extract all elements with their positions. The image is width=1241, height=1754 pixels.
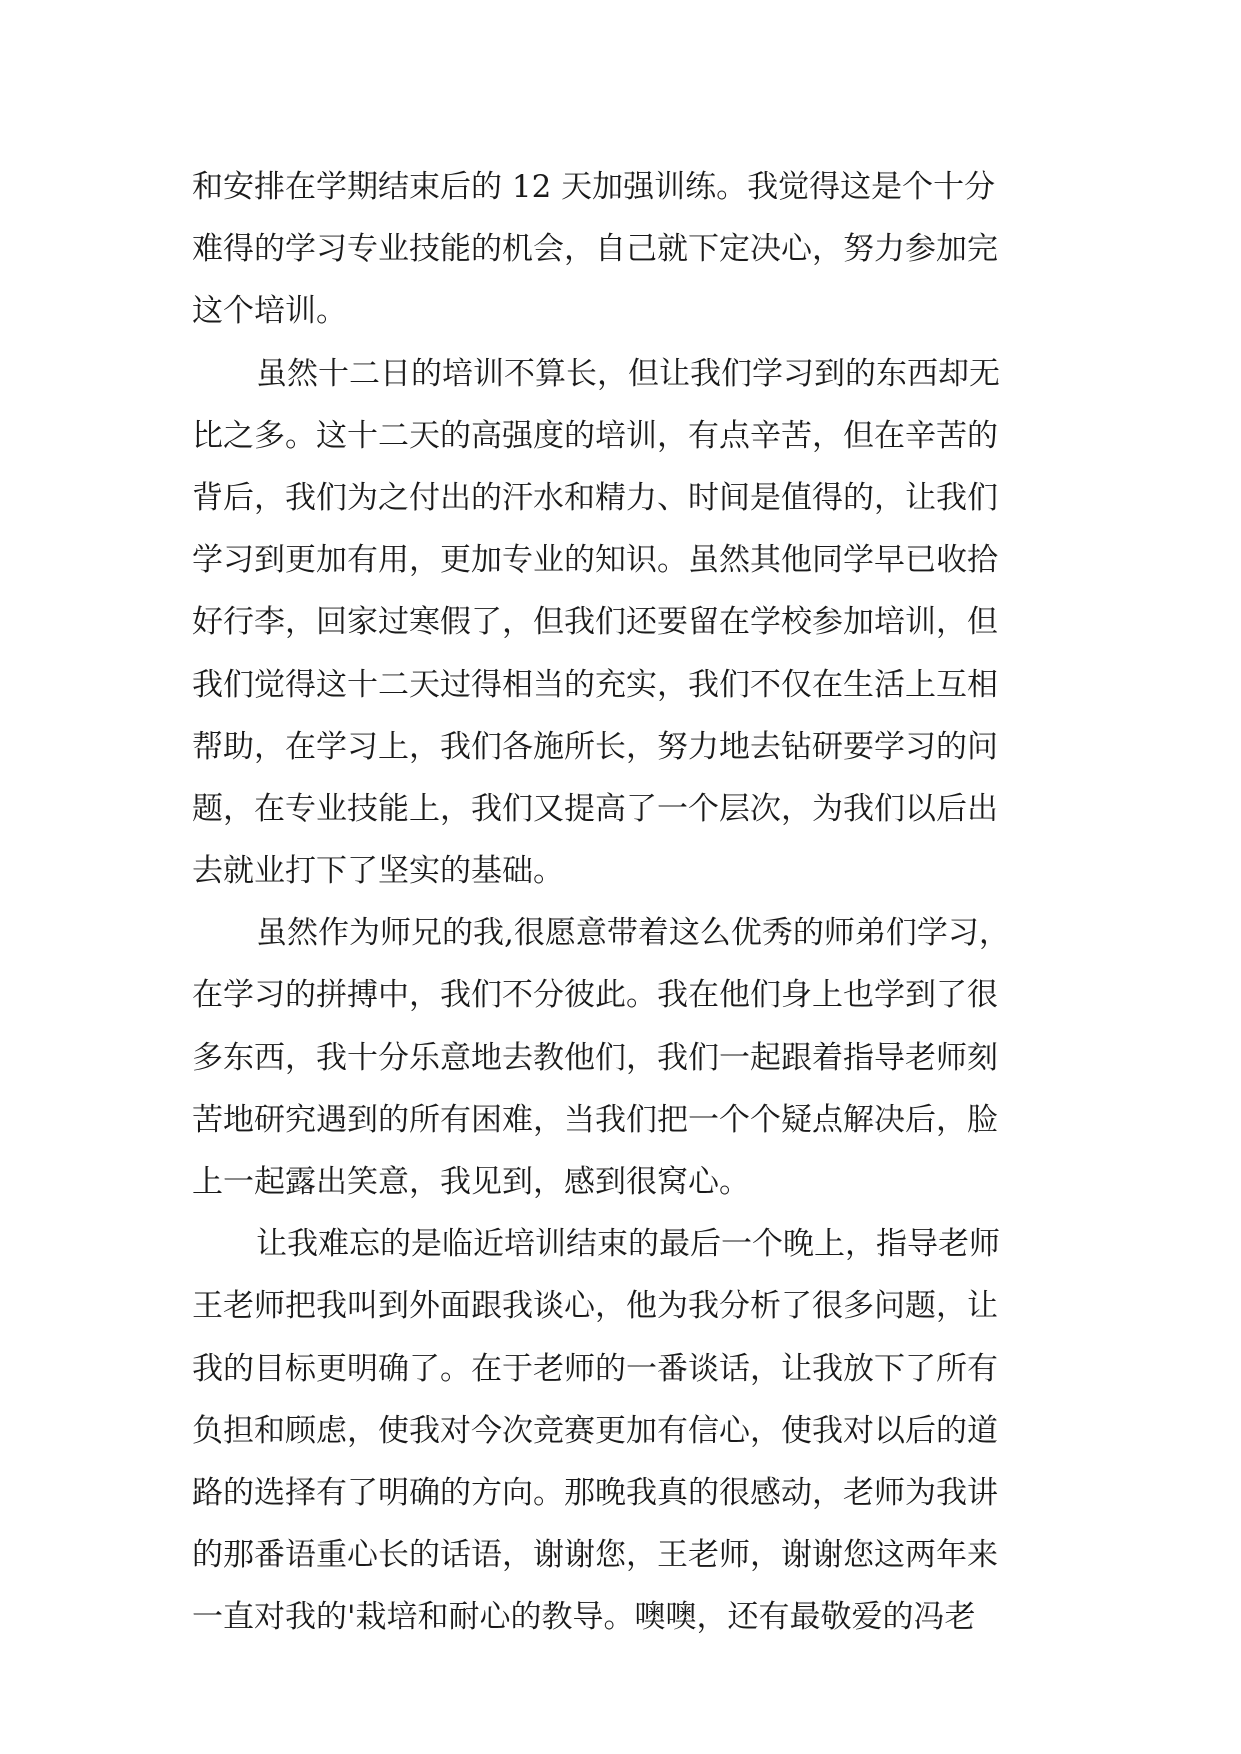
text-line: 帮助，在学习上，我们各施所长，努力地去钻研要学习的问	[192, 728, 998, 765]
text-line: 在学习的拼搏中，我们不分彼此。我在他们身上也学到了很	[192, 977, 998, 1014]
paragraph-first-line: 让我难忘的是临近培训结束的最后一个晚上，指导老师	[256, 1226, 1000, 1263]
text-line: 我的目标更明确了。在于老师的一番谈话，让我放下了所有	[192, 1350, 998, 1387]
text-line: 路的选择有了明确的方向。那晚我真的很感动，老师为我讲	[192, 1474, 998, 1511]
text-line: 题，在专业技能上，我们又提高了一个层次，为我们以后出	[192, 790, 998, 827]
text-line: 一直对我的'栽培和耐心的教导。噢噢，还有最敬爱的冯老	[192, 1599, 976, 1636]
text-line: 好行李，回家过寒假了，但我们还要留在学校参加培训，但	[192, 604, 998, 641]
text-line: 多东西，我十分乐意地去教他们，我们一起跟着指导老师刻	[192, 1039, 998, 1076]
text-line: 的那番语重心长的话语，谢谢您，王老师，谢谢您这两年来	[192, 1537, 998, 1574]
text-line: 负担和顾虑，使我对今次竞赛更加有信心，使我对以后的道	[192, 1412, 998, 1449]
text-line: 苦地研究遇到的所有困难，当我们把一个个疑点解决后，脸	[192, 1101, 998, 1138]
text-line: 这个培训。	[192, 293, 347, 330]
text-line: 我们觉得这十二天过得相当的充实，我们不仅在生活上互相	[192, 666, 998, 703]
text-line: 比之多。这十二天的高强度的培训，有点辛苦，但在辛苦的	[192, 417, 998, 454]
text-line: 王老师把我叫到外面跟我谈心，他为我分析了很多问题，让	[192, 1288, 998, 1325]
text-line: 难得的学习专业技能的机会，自己就下定决心，努力参加完	[192, 231, 998, 268]
text-line: 去就业打下了坚实的基础。	[192, 853, 564, 890]
body-text	[192, 156, 1052, 1649]
paragraph-first-line: 虽然十二日的培训不算长，但让我们学习到的东西却无	[256, 355, 1000, 392]
text-line: 背后，我们为之付出的汗水和精力、时间是值得的，让我们	[192, 479, 998, 516]
paragraph-first-line: 虽然作为师兄的我,很愿意带着这么优秀的师弟们学习，	[256, 915, 1010, 952]
text-line: 和安排在学期结束后的 12 天加强训练。我觉得这是个十分	[192, 169, 996, 205]
text-line: 学习到更加有用，更加专业的知识。虽然其他同学早已收拾	[192, 542, 998, 579]
text-line: 上一起露出笑意，我见到，感到很窝心。	[192, 1164, 750, 1200]
